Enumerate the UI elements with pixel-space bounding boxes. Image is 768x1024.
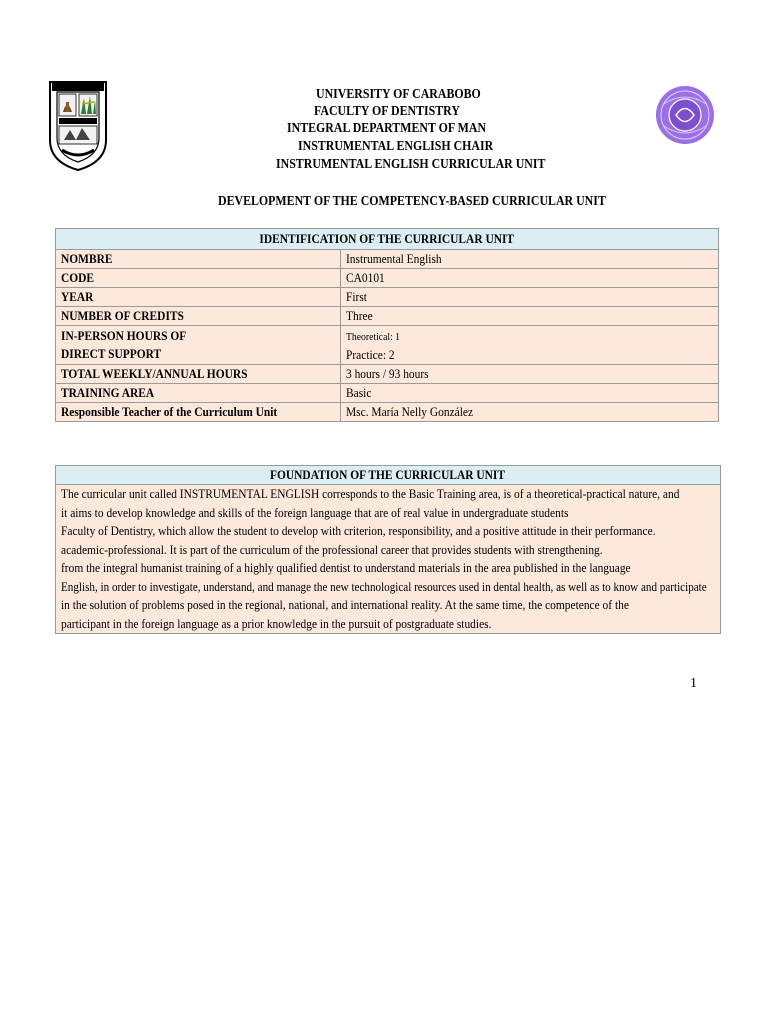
foundation-table [55,465,721,634]
row-value-year: First [346,289,367,304]
table-row [56,365,719,384]
identification-title: IDENTIFICATION OF THE CURRICULAR UNIT [56,229,719,250]
row-value-total-hours: 3 hours / 93 hours [346,366,429,381]
row-value-teacher: Msc. María Nelly González [346,404,474,419]
row-label-training-area: TRAINING AREA [61,385,155,400]
row-label-year: YEAR [61,289,94,304]
row-value-practice: Practice: 2 [346,347,395,362]
table-row [56,326,719,365]
header-chair: INSTRUMENTAL ENGLISH CHAIR [298,138,494,153]
row-value-code: CA0101 [346,270,385,285]
foundation-line: from the integral humanist training of a highly qualified dentist to understand materials in the area published in the language [61,560,631,575]
row-value-training-area: Basic [346,385,372,400]
row-label-total-hours: TOTAL WEEKLY/ANNUAL HOURS [61,366,248,381]
table-row [56,269,719,288]
foundation-line: English, in order to investigate, understand, and manage the new technological resources used in dental health, as well as to know and participate [61,578,707,594]
table-row [56,250,719,269]
university-seal-icon [48,80,108,172]
identification-table [55,228,719,422]
row-label-hours-line2: DIRECT SUPPORT [61,346,162,361]
foundation-line: academic-professional. It is part of the curriculum of the professional career that provides students with strengthening. [61,541,603,557]
row-value-nombre: Instrumental English [346,251,442,266]
foundation-line: Faculty of Dentistry, which allow the student to develop with criterion, responsibility, and a positive attitude in their performance. [61,523,656,538]
foundation-line: The curricular unit called INSTRUMENTAL ENGLISH corresponds to the Basic Training area, is of a theoretical-practical nature, and [61,486,680,501]
row-value-theoretical: Theoretical: 1 [346,331,401,343]
foundation-text [56,485,721,634]
row-label-nombre: NOMBRE [61,251,113,266]
header-university: UNIVERSITY OF CARABOBO [316,86,481,101]
foundation-line: participant in the foreign language as a prior knowledge in the pursuit of postgraduate studies. [61,615,492,631]
page-number: 1 [690,676,697,691]
table-row [56,384,719,403]
table-row [56,307,719,326]
table-row [56,403,719,422]
development-title: DEVELOPMENT OF THE COMPETENCY-BASED CURRICULAR UNIT [218,193,606,208]
header-faculty: FACULTY OF DENTISTRY [314,103,460,118]
row-label-code: CODE [61,270,95,285]
table-row [56,288,719,307]
foundation-title: FOUNDATION OF THE CURRICULAR UNIT [56,466,721,485]
header-curricular-unit: INSTRUMENTAL ENGLISH CURRICULAR UNIT [276,156,546,171]
row-label-teacher: Responsible Teacher of the Curriculum Unit [61,404,278,419]
faculty-emblem-icon [654,84,716,146]
foundation-line: in the solution of problems posed in the regional, national, and international reality. At the same time, the competence of the [61,597,629,612]
row-value-credits: Three [346,308,373,323]
foundation-line: it aims to develop knowledge and skills of the foreign language that are of real value in undergraduate students [61,504,569,520]
row-label-credits: NUMBER OF CREDITS [61,308,184,323]
header-department: INTEGRAL DEPARTMENT OF MAN [287,120,487,135]
row-label-hours-line1: IN-PERSON HOURS OF [61,328,187,343]
